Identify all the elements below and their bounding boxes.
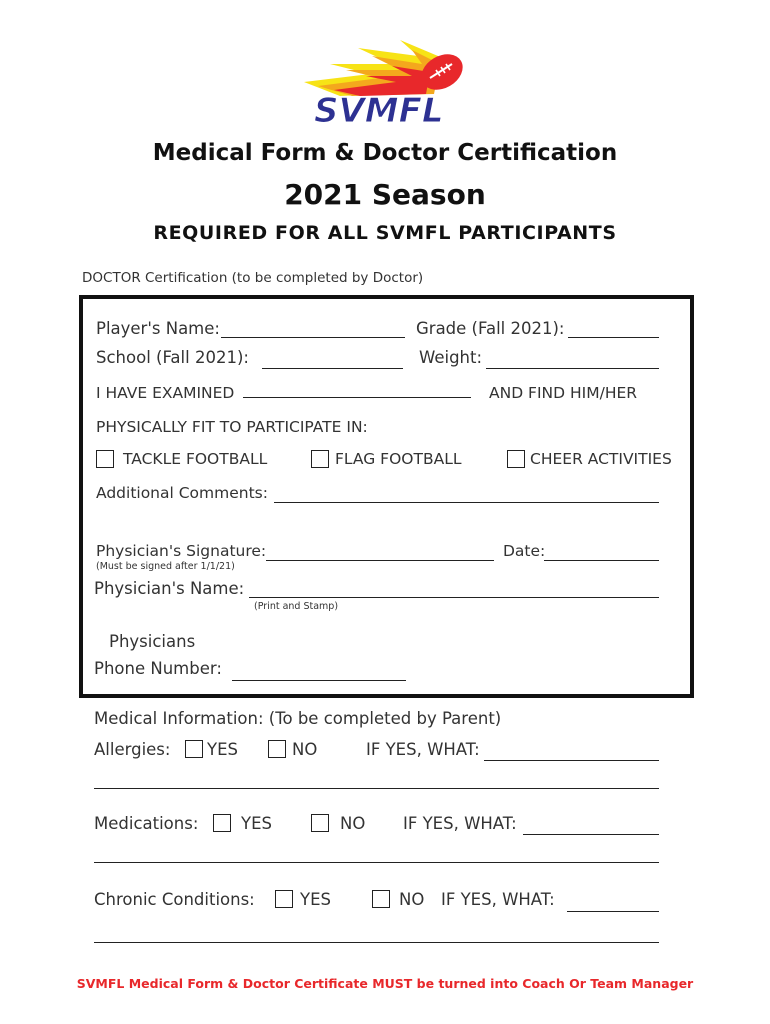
form-title: Medical Form & Doctor Certification: [152, 140, 618, 166]
chronic-no-label: NO: [399, 890, 425, 909]
svmfl-logo: [300, 34, 472, 128]
allergies-if-yes-label: IF YES, WHAT:: [366, 740, 480, 759]
svmfl-logo-graphic: [300, 34, 472, 128]
signature-note: (Must be signed after 1/1/21): [96, 561, 235, 572]
physician-signature-label: Physician's Signature:: [96, 542, 267, 560]
physician-signature-field[interactable]: [266, 560, 494, 561]
medications-no-checkbox[interactable]: [311, 814, 329, 832]
medications-yes-checkbox[interactable]: [213, 814, 231, 832]
physician-phone-label-line2: Phone Number:: [94, 659, 222, 678]
weight-field[interactable]: [486, 368, 659, 369]
allergies-detail-line[interactable]: [94, 788, 659, 789]
medications-detail-line[interactable]: [94, 862, 659, 863]
date-field[interactable]: [544, 560, 659, 561]
tackle-football-checkbox[interactable]: [96, 450, 114, 468]
allergies-no-label: NO: [292, 740, 318, 759]
medications-no-label: NO: [340, 814, 366, 833]
allergies-yes-checkbox[interactable]: [185, 740, 203, 758]
date-label: Date:: [503, 542, 546, 560]
allergies-yes-label: YES: [207, 740, 238, 759]
chronic-what-field[interactable]: [567, 911, 659, 912]
school-label: School (Fall 2021):: [96, 348, 249, 367]
allergies-label: Allergies:: [94, 740, 171, 759]
doctor-section-caption: DOCTOR Certification (to be completed by Doctor): [82, 270, 424, 286]
chronic-yes-label: YES: [300, 890, 331, 909]
chronic-conditions-label: Chronic Conditions:: [94, 890, 255, 909]
chronic-yes-checkbox[interactable]: [275, 890, 293, 908]
chronic-detail-line[interactable]: [94, 942, 659, 943]
parent-section-heading: Medical Information: (To be completed by Parent): [94, 709, 502, 728]
physician-name-field[interactable]: [249, 597, 659, 598]
weight-label: Weight:: [419, 348, 483, 367]
flag-football-checkbox[interactable]: [311, 450, 329, 468]
additional-comments-label: Additional Comments:: [96, 484, 268, 502]
medications-if-yes-label: IF YES, WHAT:: [403, 814, 517, 833]
medications-what-field[interactable]: [523, 834, 659, 835]
print-stamp-note: (Print and Stamp): [254, 601, 339, 612]
and-find-label: AND FIND HIM/HER: [489, 384, 638, 402]
physician-phone-label-line1: Physicians: [109, 632, 196, 651]
physically-fit-label: PHYSICALLY FIT TO PARTICIPATE IN:: [96, 418, 368, 436]
examined-name-field[interactable]: [243, 397, 471, 398]
allergies-no-checkbox[interactable]: [268, 740, 286, 758]
season-title: 2021 Season: [284, 178, 486, 211]
players-name-label: Player's Name:: [96, 319, 220, 338]
grade-field[interactable]: [568, 337, 659, 338]
required-notice: REQUIRED FOR ALL SVMFL PARTICIPANTS: [153, 222, 617, 244]
medications-label: Medications:: [94, 814, 199, 833]
physician-phone-field[interactable]: [232, 680, 406, 681]
grade-label: Grade (Fall 2021):: [416, 319, 565, 338]
allergies-what-field[interactable]: [484, 760, 659, 761]
flag-football-label: FLAG FOOTBALL: [335, 450, 462, 468]
medications-yes-label: YES: [241, 814, 272, 833]
chronic-if-yes-label: IF YES, WHAT:: [441, 890, 555, 909]
footer-notice: SVMFL Medical Form & Doctor Certificate MUST be turned into Coach Or Team Manager: [76, 976, 694, 991]
additional-comments-field[interactable]: [274, 502, 659, 503]
logo-text: SVMFL: [314, 91, 444, 128]
i-have-examined-label: I HAVE EXAMINED: [96, 384, 235, 402]
school-field[interactable]: [262, 368, 403, 369]
tackle-football-label: TACKLE FOOTBALL: [123, 450, 268, 468]
cheer-activities-checkbox[interactable]: [507, 450, 525, 468]
chronic-no-checkbox[interactable]: [372, 890, 390, 908]
cheer-activities-label: CHEER ACTIVITIES: [530, 450, 672, 468]
players-name-field[interactable]: [221, 337, 405, 338]
physician-name-label: Physician's Name:: [94, 579, 245, 598]
